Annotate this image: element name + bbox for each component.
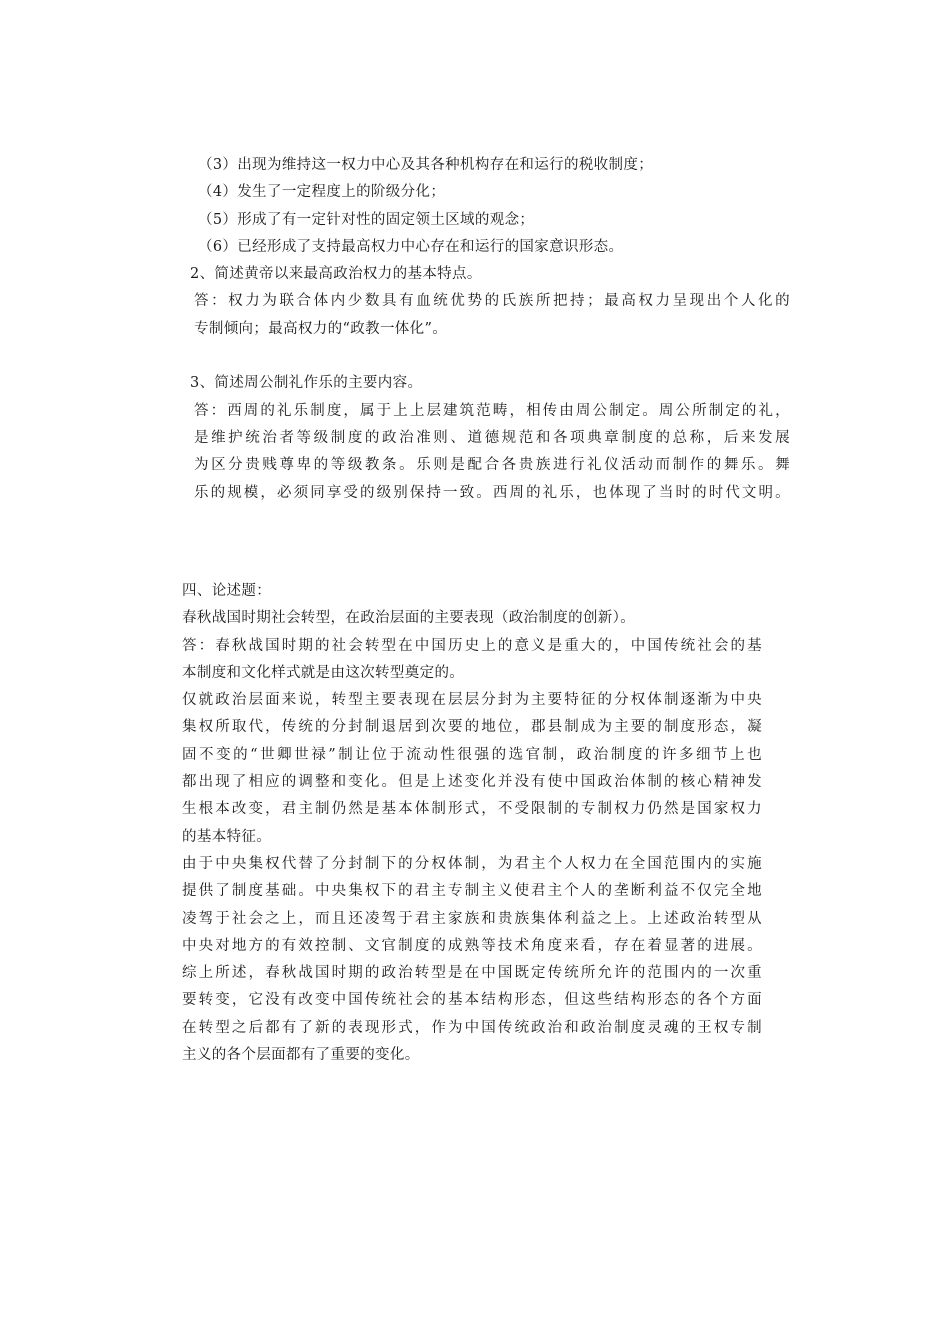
list-item: （6）已经形成了支持最高权力中心存在和运行的国家意识形态。 <box>198 238 624 255</box>
answer-2-line: 专制倾向；最高权力的“政教一体化”。 <box>194 320 448 337</box>
list-item: （4）发生了一定程度上的阶级分化； <box>198 184 446 201</box>
paragraph-line: 由于中央集权代替了分封制下的分权体制，为君主个人权力在全国范围内的实施 <box>182 855 762 872</box>
paragraph-line: 中央对地方的有效控制、文官制度的成熟等技术角度来看，存在着显著的进展。 <box>182 937 762 954</box>
spacer <box>190 343 790 370</box>
paragraph-line: 在转型之后都有了新的表现形式，作为中国传统政治和政治制度灵魂的王权专制 <box>182 1019 762 1036</box>
paragraph-line: 集权所取代，传统的分封制退居到次要的地位，郡县制成为主要的制度形态，凝 <box>182 719 762 736</box>
question-2: 2、简述黄帝以来最高政治权力的基本特点。 <box>190 266 482 283</box>
paragraph-line: 都出现了相应的调整和变化。但是上述变化并没有使中国政治体制的核心精神发 <box>182 774 762 791</box>
short-answer-section <box>190 152 790 507</box>
list-item: （5）形成了有一定针对性的固定领土区域的观念； <box>198 211 535 228</box>
answer-3-line: 乐的规模，必须同享受的级别保持一致。西周的礼乐，也体现了当时的时代文明。 <box>194 484 790 501</box>
paragraph-line: 综上所述，春秋战国时期的政治转型是在中国既定传统所允许的范围内的一次重 <box>182 965 762 982</box>
section-heading: 四、论述题： <box>182 583 272 599</box>
paragraph-line: 生根本改变，君主制仍然是基本体制形式，不受限制的专制权力仍然是国家权力 <box>182 801 762 818</box>
essay-answer-line: 本制度和文化样式就是由这次转型奠定的。 <box>182 664 465 681</box>
paragraph-line: 主义的各个层面都有了重要的变化。 <box>182 1047 420 1064</box>
paragraph-line: 仅就政治层面来说，转型主要表现在层层分封为主要特征的分权体制逐渐为中央 <box>182 692 762 709</box>
answer-3-line: 为区分贵贱尊卑的等级教条。乐则是配合各贵族进行礼仪活动而制作的舞乐。舞 <box>194 457 790 474</box>
essay-section <box>182 578 762 1069</box>
question-3: 3、简述周公制礼作乐的主要内容。 <box>190 375 423 392</box>
paragraph-line: 要转变，它没有改变中国传统社会的基本结构形态，但这些结构形态的各个方面 <box>182 992 762 1009</box>
list-item: （3）出现为维持这一权力中心及其各种机构存在和运行的税收制度； <box>198 157 654 173</box>
answer-2-line: 答：权力为联合体内少数具有血统优势的氏族所把持；最高权力呈现出个人化的 <box>194 293 790 310</box>
paragraph-line: 凌驾于社会之上，而且还凌驾于君主家族和贵族集体利益之上。上述政治转型从 <box>182 910 762 927</box>
essay-answer-line: 答：春秋战国时期的社会转型在中国历史上的意义是重大的，中国传统社会的基 <box>182 637 762 654</box>
paragraph-line: 的基本特征。 <box>182 828 272 845</box>
paragraph-line: 固不变的“世卿世禄”制让位于流动性很强的选官制，政治制度的许多细节上也 <box>182 746 762 763</box>
essay-question: 春秋战国时期社会转型，在政治层面的主要表现（政治制度的创新）。 <box>182 610 636 627</box>
answer-3-line: 答：西周的礼乐制度，属于上上层建筑范畴，相传由周公制定。周公所制定的礼， <box>194 402 790 419</box>
paragraph-line: 提供了制度基础。中央集权下的君主专制主义使君主个人的垄断利益不仅完全地 <box>182 883 762 900</box>
answer-3-line: 是维护统治者等级制度的政治准则、道德规范和各项典章制度的总称，后来发展 <box>194 429 790 446</box>
